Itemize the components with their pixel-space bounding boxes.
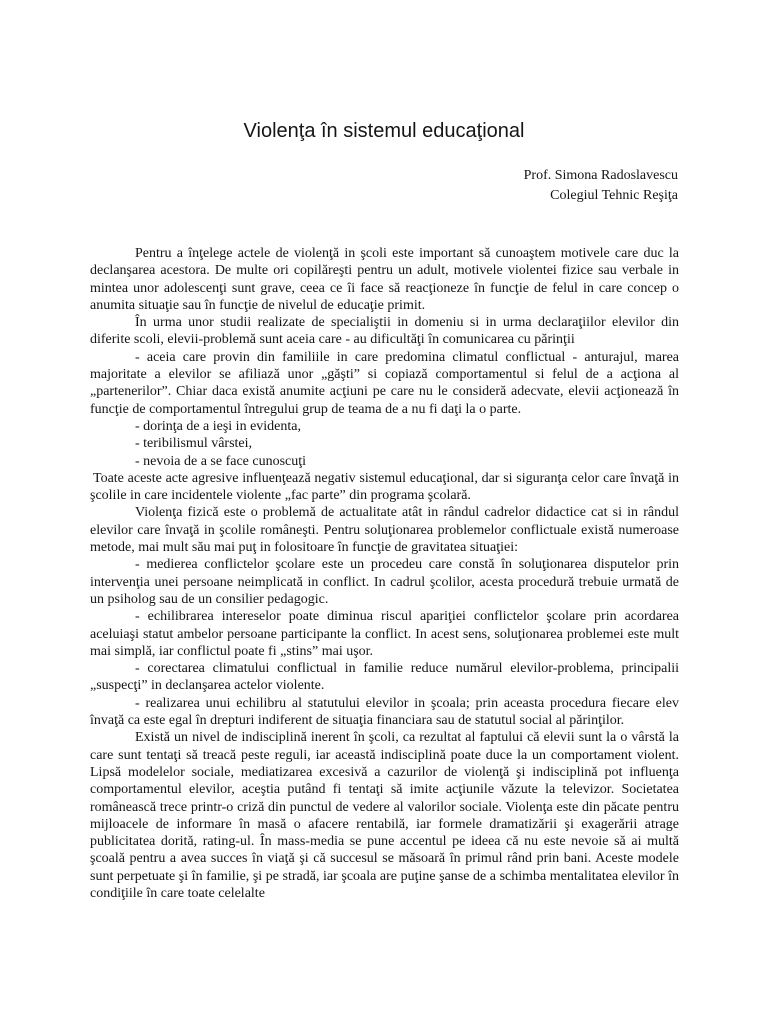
paragraph-list-item: - aceia care provin din familiile in care predomina climatul conflictual - anturajul, marea majoritate a elevilor se afiliază unor „găşti” si copiază comportamentul si felul de a acţiona al „partenerilor”. Chiar daca există anumite acţiuni pe care nu le consideră adecvate, elevii acţionează în funcţie de comportamentul întregului grup de teama de a nu fi daţi la o parte. xyxy=(90,349,679,417)
paragraph-list-item: - nevoia de a se face cunoscuţi xyxy=(135,453,307,469)
document-body xyxy=(90,245,679,902)
paragraph-list-item: - echilibrarea intereselor poate diminua riscul apariţiei conflictelor şcolare prin acordarea aceluiaşi statut ambelor persoane participante la conflict. In acest sens, soluţionarea problemei este mult mai simplă, iar conflictul poate fi „stins” mai uşor. xyxy=(90,609,679,659)
author-name: Prof. Simona Radoslavescu xyxy=(523,168,678,183)
paragraph: Există un nivel de indisciplină inerent în şcoli, ca rezultat al faptului că elevii sunt la o vârstă la care sunt tentaţi să treacă peste reguli, iar această indisciplină poate duce la un comportament violent. Lipsă modelelor sociale, mediatizarea excesivă a cazurilor de violenţă şi indisciplină pot influenţa comportamentul elevilor, aceştia putând fi tentaţi să imite acţiunile văzute la televizor. Societatea românească trece printr-o criză din punctul de vedere al valorilor sociale. Violenţa este din păcate pentru mijloacele de informare în masă o afacere rentabilă, iar formele dramatizării şi exagerării atrage publicitatea dorită, rating-ul. În mass-media se pune accentul pe ideea că nu este nevoie să ai multă şcoală pentru a avea succes în viaţă şi că succesul se măsoară în primul rând prin bani. Aceste modele sunt perpetuate şi în familie, şi pe stradă, iar şcoala are puţine şanse de a schimba mentalitatea elevilor în condiţiile în care toate celelalte xyxy=(90,730,679,901)
paragraph: Pentru a înţelege actele de violenţă in şcoli este important să cunoaştem motivele care duc la declanşarea acestora. De multe ori copilăreşti pentru un adult, motivele violentei fizice sau verbale in mintea unor adolescenţi sunt grave, ceea ce îi face să reacţioneze în funcţie de felul in care concep o anumita situaţie sau în funcţie de nivelul de educaţie primit. xyxy=(90,246,679,313)
paragraph-list-item: - corectarea climatului conflictual in familie reduce numărul elevilor-problema, principalii „suspecţi” in declanşarea actelor violente. xyxy=(90,661,679,694)
paragraph-list-item: - dorinţa de a ieşi in evidenta, xyxy=(135,418,301,434)
document-title: Violenţa în sistemul educaţional xyxy=(243,120,525,142)
paragraph-list-item: - teribilismul vârstei, xyxy=(135,436,253,452)
paragraph: Violenţa fizică este o problemă de actualitate atât in rândul cadrelor didactice cat si in rândul elevilor care învaţă in şcolile româneşti. Pentru soluţionarea problemelor conflictuale există numeroase metode, mai mult său mai puţ in folositoare în funcţie de gravitatea situaţiei: xyxy=(90,505,679,556)
paragraph: În urma unor studii realizate de specialiştii in domeniu si in urma declaraţiilor elevilor din diferite scoli, elevii-problemă sunt aceia care - au dificultăţi în comunicarea cu părinţii xyxy=(90,315,679,348)
paragraph: Toate aceste acte agresive influenţează negativ sistemul educaţional, dar si siguranţa celor care învaţă in şcolile in care incidentele violente „fac parte” din programa şcolară. xyxy=(90,470,679,504)
paragraph-list-item: - medierea conflictelor şcolare este un procedeu care constă în soluţionarea disputelor prin intervenţia unei persoane neimplicată in conflict. In cadrul şcolilor, acesta procedură trebuie urmată de un psiholog sau de un consilier pedagogic. xyxy=(90,557,679,607)
paragraph-list-item: - realizarea unui echilibru al statutului elevilor in şcoala; prin aceasta procedura fiecare elev învaţă ca este egal în drepturi indiferent de situaţia financiara sau de statutul social al părinţilor. xyxy=(90,695,679,729)
author-institution: Colegiul Tehnic Reşiţa xyxy=(550,188,678,203)
author-block xyxy=(524,166,678,206)
